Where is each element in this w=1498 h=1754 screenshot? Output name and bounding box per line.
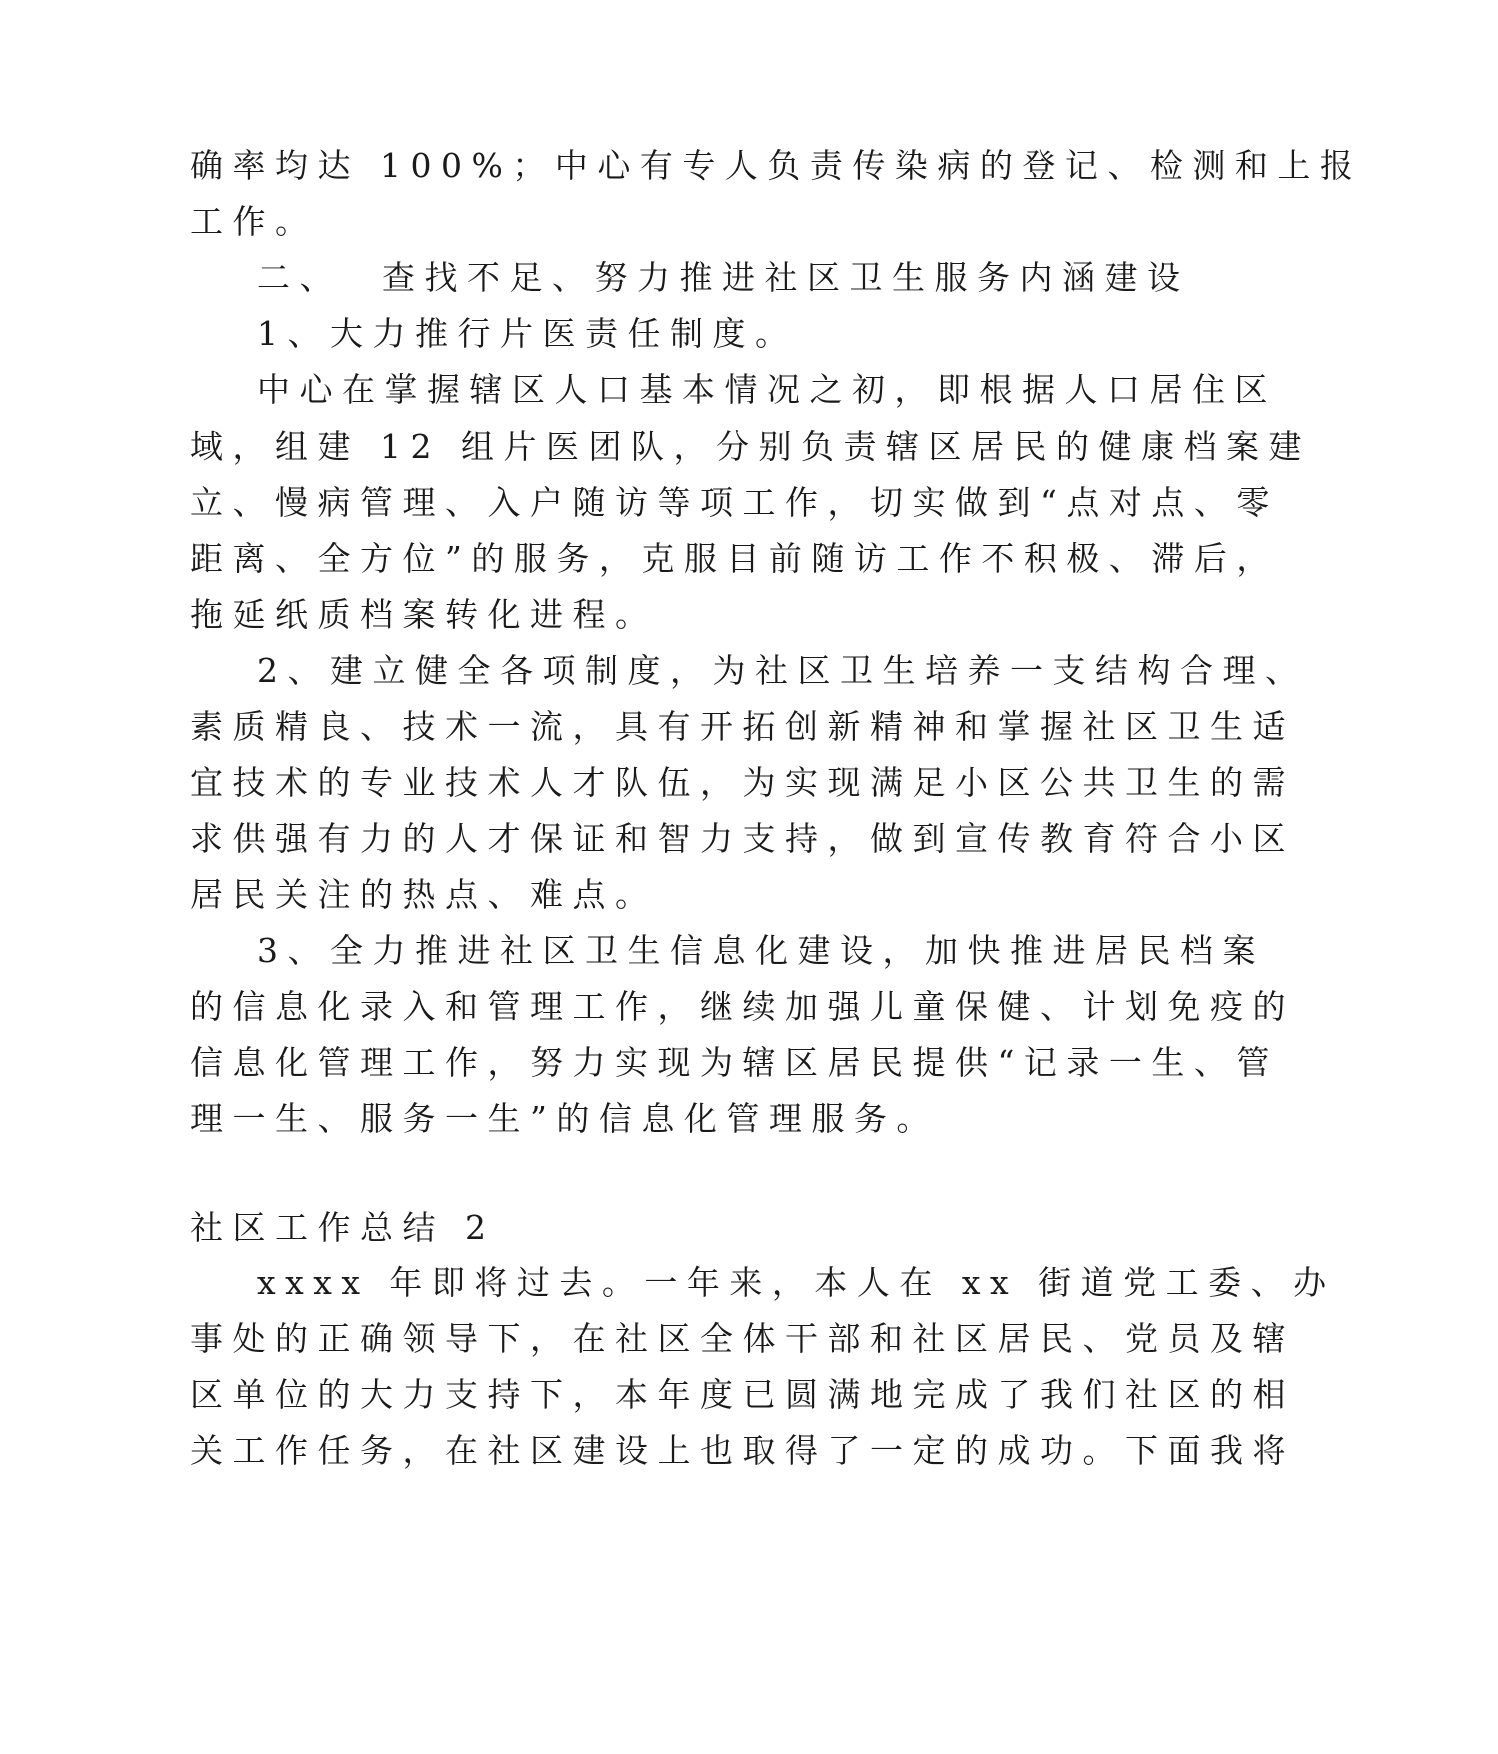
body-line: 拖延纸质档案转化进程。 — [190, 595, 658, 634]
body-line: 素质精良、技术一流，具有开拓创新精神和掌握社区卫生适 — [190, 707, 1295, 746]
body-line: 3、全力推进社区卫生信息化建设，加快推进居民档案 — [257, 931, 1265, 970]
body-line: 的信息化录入和管理工作，继续加强儿童保健、计划免疫的 — [190, 987, 1295, 1026]
body-line: 工作。 — [190, 202, 318, 241]
body-line: 区单位的大力支持下，本年度已圆满地完成了我们社区的相 — [190, 1375, 1295, 1414]
body-line: 确率均达 100%；中心有专人负责传染病的登记、检测和上报 — [190, 146, 1363, 185]
body-line: 2、建立健全各项制度，为社区卫生培养一支结构合理、 — [257, 651, 1308, 690]
body-line: 关工作任务，在社区建设上也取得了一定的成功。下面我将 — [190, 1431, 1295, 1470]
body-line: 理一生、服务一生”的信息化管理服务。 — [190, 1099, 939, 1138]
body-line: 中心在掌握辖区人口基本情况之初，即根据人口居住区 — [257, 370, 1277, 409]
body-line: 域，组建 12 组片医团队，分别负责辖区居民的健康档案建 — [190, 427, 1311, 466]
body-line: 事处的正确领导下，在社区全体干部和社区居民、党员及辖 — [190, 1319, 1295, 1358]
body-line: 立、慢病管理、入户随访等项工作，切实做到“点对点、零 — [190, 483, 1279, 522]
body-line: 求供强有力的人才保证和智力支持，做到宣传教育符合小区 — [190, 819, 1295, 858]
body-line: 居民关注的热点、难点。 — [190, 875, 658, 914]
body-line: 距离、全方位”的服务，克服目前随访工作不积极、滞后， — [190, 539, 1279, 578]
subsection-heading: 1、大力推行片医责任制度。 — [257, 314, 798, 353]
body-line: 宜技术的专业技术人才队伍，为实现满足小区公共卫生的需 — [190, 763, 1295, 802]
body-line: xxxx 年即将过去。一年来，本人在 xx 街道党工委、办 — [257, 1263, 1336, 1302]
document-title: 社区工作总结 2 — [190, 1208, 496, 1247]
body-line: 信息化管理工作，努力实现为辖区居民提供“记录一生、管 — [190, 1043, 1279, 1082]
section-heading: 二、 查找不足、努力推进社区卫生服务内涵建设 — [257, 258, 1190, 297]
